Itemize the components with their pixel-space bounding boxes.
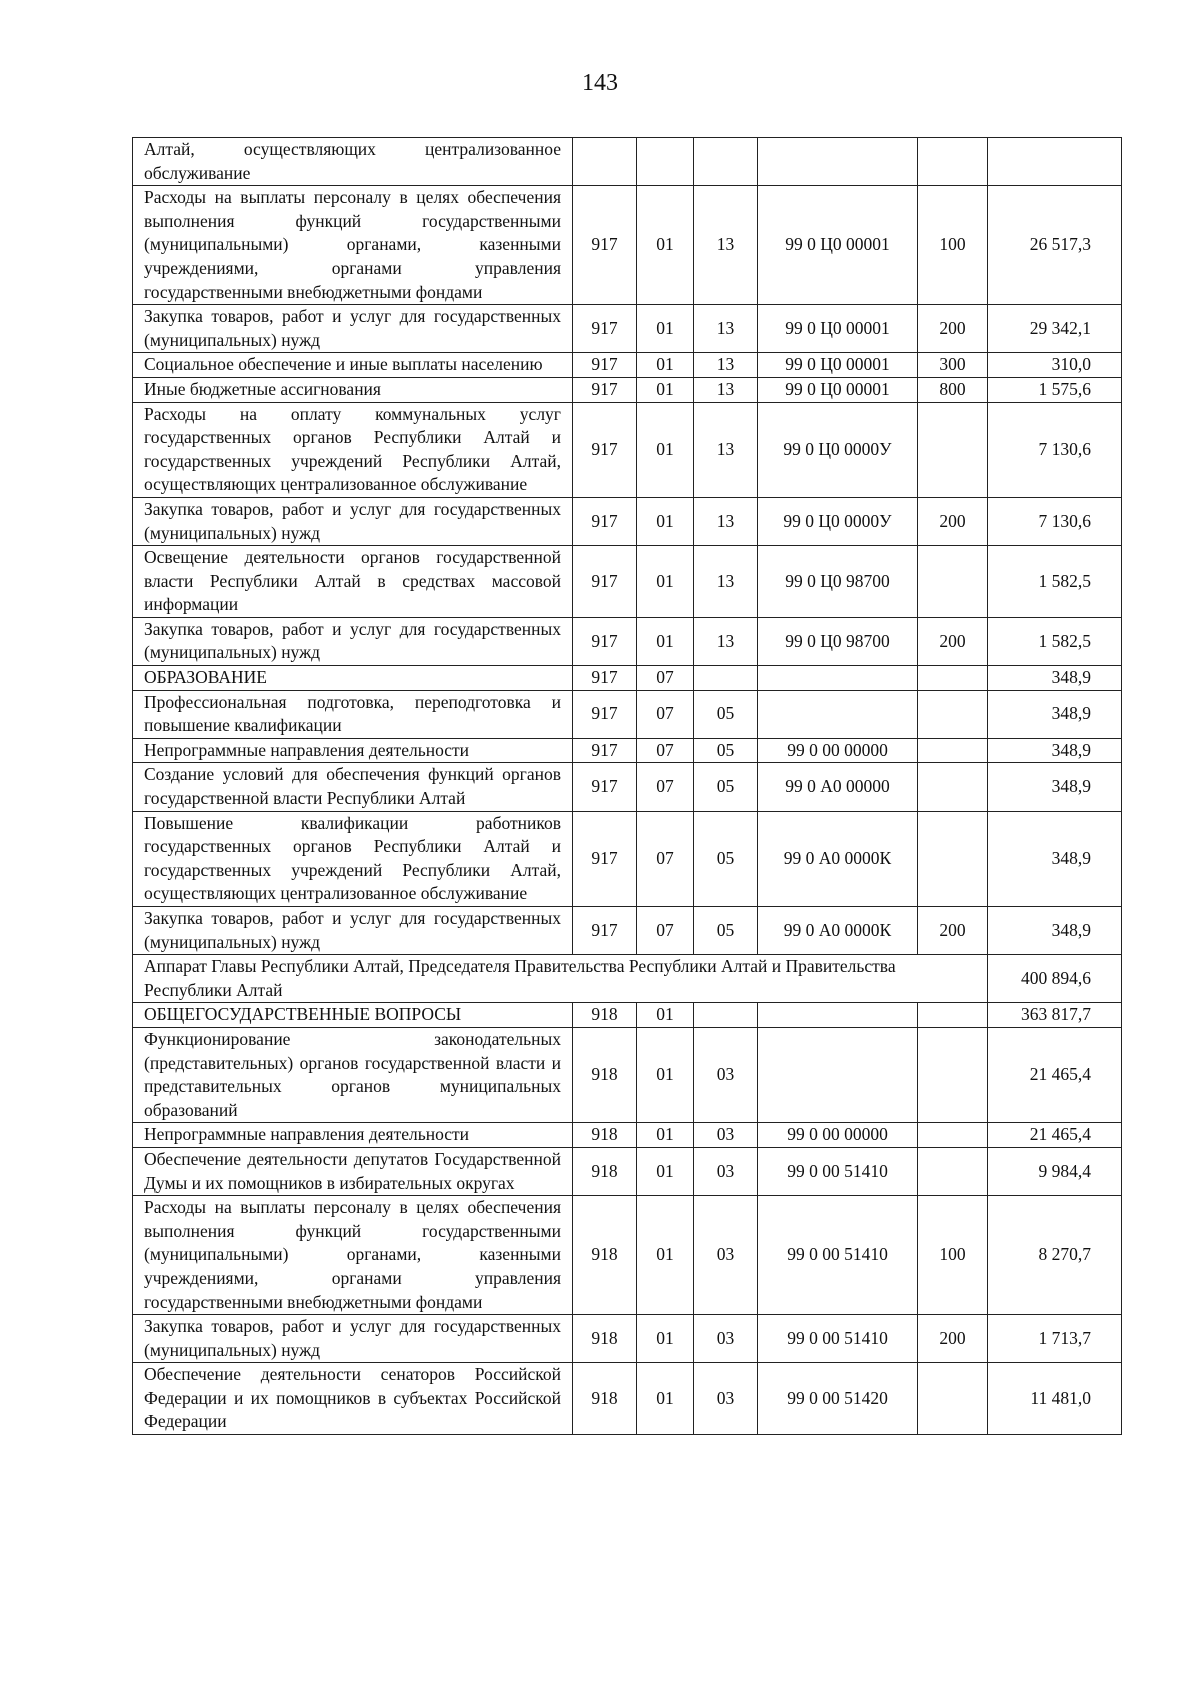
section-code-cell: 01	[637, 1147, 694, 1195]
amount-cell: 1 713,7	[988, 1315, 1122, 1363]
target-article-cell: 99 0 Ц0 98700	[758, 617, 918, 665]
amount-cell: 348,9	[988, 907, 1122, 955]
section-code-cell: 07	[637, 907, 694, 955]
target-article-cell: 99 0 00 51420	[758, 1363, 918, 1435]
section-code-cell	[637, 138, 694, 186]
subsection-code-cell: 05	[694, 738, 758, 763]
target-article-cell	[758, 138, 918, 186]
amount-cell: 9 984,4	[988, 1147, 1122, 1195]
expense-type-cell: 300	[918, 353, 988, 378]
subsection-code-cell: 13	[694, 402, 758, 497]
section-code-cell: 01	[637, 1123, 694, 1148]
amount-cell: 21 465,4	[988, 1027, 1122, 1122]
expense-type-cell	[918, 1123, 988, 1148]
budget-code-cell: 917	[573, 907, 637, 955]
table-row	[133, 811, 1122, 906]
section-code-cell: 01	[637, 1196, 694, 1315]
section-code-cell: 01	[637, 617, 694, 665]
item-name-cell: Закупка товаров, работ и услуг для государственных (муниципальных) нужд	[133, 1315, 573, 1363]
table-row	[133, 763, 1122, 811]
section-code-cell: 01	[637, 1027, 694, 1122]
expense-type-cell	[918, 1147, 988, 1195]
target-article-cell: 99 0 А0 0000К	[758, 907, 918, 955]
amount-cell: 21 465,4	[988, 1123, 1122, 1148]
table-row	[133, 353, 1122, 378]
subsection-code-cell: 03	[694, 1123, 758, 1148]
amount-cell: 11 481,0	[988, 1363, 1122, 1435]
item-name-cell: ОБЩЕГОСУДАРСТВЕННЫЕ ВОПРОСЫ	[133, 1003, 573, 1028]
subsection-code-cell: 13	[694, 546, 758, 618]
amount-cell	[988, 138, 1122, 186]
subsection-code-cell	[694, 666, 758, 691]
subsection-code-cell: 13	[694, 617, 758, 665]
subsection-code-cell: 13	[694, 353, 758, 378]
item-name-cell: Иные бюджетные ассигнования	[133, 377, 573, 402]
expense-type-cell	[918, 138, 988, 186]
subsection-code-cell: 05	[694, 690, 758, 738]
expense-type-cell	[918, 546, 988, 618]
section-code-cell: 01	[637, 305, 694, 353]
expense-type-cell: 800	[918, 377, 988, 402]
table-row	[133, 186, 1122, 305]
table-row	[133, 1196, 1122, 1315]
item-name-cell: Непрограммные направления деятельности	[133, 738, 573, 763]
budget-code-cell: 918	[573, 1196, 637, 1315]
subsection-code-cell: 13	[694, 186, 758, 305]
table-row	[133, 690, 1122, 738]
amount-cell: 29 342,1	[988, 305, 1122, 353]
target-article-cell: 99 0 Ц0 0000У	[758, 402, 918, 497]
budget-code-cell: 917	[573, 377, 637, 402]
expense-type-cell	[918, 811, 988, 906]
item-name-cell: Закупка товаров, работ и услуг для государственных (муниципальных) нужд	[133, 907, 573, 955]
subsection-code-cell: 03	[694, 1196, 758, 1315]
amount-cell: 8 270,7	[988, 1196, 1122, 1315]
section-code-cell: 01	[637, 377, 694, 402]
table-row	[133, 1363, 1122, 1435]
budget-code-cell: 917	[573, 738, 637, 763]
section-code-cell: 07	[637, 666, 694, 691]
item-name-cell: Повышение квалификации работников государственных органов Республики Алтай и государственных учреждений Республики Алтай, осуществляющих централизованное обслуживание	[133, 811, 573, 906]
subsection-code-cell: 13	[694, 305, 758, 353]
section-code-cell: 07	[637, 811, 694, 906]
item-name-cell: Создание условий для обеспечения функций органов государственной власти Республики Алтай	[133, 763, 573, 811]
item-name-cell: Обеспечение деятельности депутатов Государственной Думы и их помощников в избирательных округах	[133, 1147, 573, 1195]
budget-code-cell: 917	[573, 763, 637, 811]
table-row	[133, 138, 1122, 186]
table-row	[133, 546, 1122, 618]
amount-cell: 363 817,7	[988, 1003, 1122, 1028]
amount-cell: 26 517,3	[988, 186, 1122, 305]
table-row	[133, 666, 1122, 691]
budget-code-cell: 917	[573, 546, 637, 618]
target-article-cell	[758, 1027, 918, 1122]
amount-cell: 348,9	[988, 666, 1122, 691]
amount-cell: 7 130,6	[988, 402, 1122, 497]
budget-code-cell: 918	[573, 1147, 637, 1195]
subsection-code-cell: 03	[694, 1315, 758, 1363]
item-name-cell: Профессиональная подготовка, переподготовка и повышение квалификации	[133, 690, 573, 738]
item-name-cell: ОБРАЗОВАНИЕ	[133, 666, 573, 691]
table-row	[133, 402, 1122, 497]
page-number: 143	[582, 70, 618, 96]
table-row	[133, 1315, 1122, 1363]
subsection-code-cell: 05	[694, 907, 758, 955]
budget-code-cell: 917	[573, 353, 637, 378]
amount-cell: 348,9	[988, 690, 1122, 738]
subsection-code-cell: 03	[694, 1363, 758, 1435]
item-name-cell: Обеспечение деятельности сенаторов Российской Федерации и их помощников в субъектах Российской Федерации	[133, 1363, 573, 1435]
expense-type-cell	[918, 763, 988, 811]
table-row	[133, 617, 1122, 665]
expense-type-cell: 200	[918, 1315, 988, 1363]
subsection-code-cell: 03	[694, 1147, 758, 1195]
item-name-cell: Расходы на оплату коммунальных услуг государственных органов Республики Алтай и государственных учреждений Республики Алтай, осуществляющих централизованное обслуживание	[133, 402, 573, 497]
subsection-code-cell: 05	[694, 811, 758, 906]
budget-code-cell: 918	[573, 1123, 637, 1148]
table-row	[133, 497, 1122, 545]
section-code-cell: 01	[637, 353, 694, 378]
target-article-cell: 99 0 А0 0000К	[758, 811, 918, 906]
subsection-code-cell: 05	[694, 763, 758, 811]
budget-table	[132, 137, 1122, 1435]
section-code-cell: 01	[637, 1363, 694, 1435]
budget-code-cell: 917	[573, 811, 637, 906]
section-code-cell: 07	[637, 738, 694, 763]
target-article-cell: 99 0 00 51410	[758, 1315, 918, 1363]
table-row	[133, 907, 1122, 955]
target-article-cell: 99 0 А0 00000	[758, 763, 918, 811]
target-article-cell: 99 0 00 51410	[758, 1147, 918, 1195]
budget-code-cell	[573, 138, 637, 186]
table-row	[133, 955, 1122, 1003]
item-name-cell: Социальное обеспечение и иные выплаты населению	[133, 353, 573, 378]
expense-type-cell: 100	[918, 1196, 988, 1315]
subsection-code-cell	[694, 138, 758, 186]
table-row	[133, 1123, 1122, 1148]
expense-type-cell	[918, 1363, 988, 1435]
target-article-cell: 99 0 Ц0 0000У	[758, 497, 918, 545]
target-article-cell: 99 0 00 51410	[758, 1196, 918, 1315]
item-name-cell: Закупка товаров, работ и услуг для государственных (муниципальных) нужд	[133, 305, 573, 353]
amount-cell: 348,9	[988, 738, 1122, 763]
target-article-cell: 99 0 Ц0 00001	[758, 305, 918, 353]
section-code-cell: 01	[637, 1315, 694, 1363]
amount-cell: 310,0	[988, 353, 1122, 378]
target-article-cell	[758, 1003, 918, 1028]
section-code-cell: 01	[637, 402, 694, 497]
item-name-cell: Непрограммные направления деятельности	[133, 1123, 573, 1148]
amount-cell: 400 894,6	[988, 955, 1122, 1003]
amount-cell: 348,9	[988, 763, 1122, 811]
budget-code-cell: 917	[573, 186, 637, 305]
section-code-cell: 01	[637, 186, 694, 305]
target-article-cell: 99 0 00 00000	[758, 1123, 918, 1148]
budget-code-cell: 917	[573, 617, 637, 665]
item-name-cell: Закупка товаров, работ и услуг для государственных (муниципальных) нужд	[133, 617, 573, 665]
amount-cell: 348,9	[988, 811, 1122, 906]
budget-code-cell: 918	[573, 1315, 637, 1363]
item-name-cell: Расходы на выплаты персоналу в целях обеспечения выполнения функций государственными (муниципальными) органами, казенными учреждениями, органами управления государственными внебюджетными фондами	[133, 186, 573, 305]
target-article-cell: 99 0 Ц0 98700	[758, 546, 918, 618]
expense-type-cell	[918, 1027, 988, 1122]
section-code-cell: 07	[637, 690, 694, 738]
subsection-code-cell: 13	[694, 497, 758, 545]
budget-code-cell: 918	[573, 1363, 637, 1435]
table-row	[133, 305, 1122, 353]
item-name-cell: Освещение деятельности органов государственной власти Республики Алтай в средствах массовой информации	[133, 546, 573, 618]
table-row	[133, 738, 1122, 763]
budget-code-cell: 917	[573, 402, 637, 497]
budget-code-cell: 917	[573, 690, 637, 738]
expense-type-cell: 100	[918, 186, 988, 305]
budget-code-cell: 918	[573, 1027, 637, 1122]
amount-cell: 1 582,5	[988, 546, 1122, 618]
budget-code-cell: 917	[573, 497, 637, 545]
target-article-cell	[758, 666, 918, 691]
expense-type-cell: 200	[918, 617, 988, 665]
subsection-code-cell: 03	[694, 1027, 758, 1122]
section-code-cell: 01	[637, 1003, 694, 1028]
amount-cell: 1 575,6	[988, 377, 1122, 402]
target-article-cell: 99 0 00 00000	[758, 738, 918, 763]
expense-type-cell: 200	[918, 497, 988, 545]
expense-type-cell	[918, 738, 988, 763]
expense-type-cell: 200	[918, 907, 988, 955]
section-code-cell: 01	[637, 546, 694, 618]
table-row	[133, 1147, 1122, 1195]
budget-code-cell: 917	[573, 305, 637, 353]
budget-code-cell: 918	[573, 1003, 637, 1028]
expense-type-cell: 200	[918, 305, 988, 353]
budget-table-body	[133, 138, 1122, 1435]
expense-type-cell	[918, 1003, 988, 1028]
target-article-cell: 99 0 Ц0 00001	[758, 377, 918, 402]
item-name-cell: Аппарат Главы Республики Алтай, Председателя Правительства Республики Алтай и Правительства Республики Алтай	[133, 955, 988, 1003]
expense-type-cell	[918, 402, 988, 497]
target-article-cell: 99 0 Ц0 00001	[758, 186, 918, 305]
amount-cell: 7 130,6	[988, 497, 1122, 545]
budget-code-cell: 917	[573, 666, 637, 691]
target-article-cell: 99 0 Ц0 00001	[758, 353, 918, 378]
section-code-cell: 07	[637, 763, 694, 811]
section-code-cell: 01	[637, 497, 694, 545]
subsection-code-cell	[694, 1003, 758, 1028]
item-name-cell: Расходы на выплаты персоналу в целях обеспечения выполнения функций государственными (муниципальными) органами, казенными учреждениями, органами управления государственными внебюджетными фондами	[133, 1196, 573, 1315]
item-name-cell: Функционирование законодательных (представительных) органов государственной власти и представительных органов муниципальных образований	[133, 1027, 573, 1122]
target-article-cell	[758, 690, 918, 738]
table-row	[133, 377, 1122, 402]
table-row	[133, 1003, 1122, 1028]
expense-type-cell	[918, 690, 988, 738]
amount-cell: 1 582,5	[988, 617, 1122, 665]
item-name-cell: Закупка товаров, работ и услуг для государственных (муниципальных) нужд	[133, 497, 573, 545]
expense-type-cell	[918, 666, 988, 691]
table-row	[133, 1027, 1122, 1122]
item-name-cell: Алтай, осуществляющих централизованное обслуживание	[133, 138, 573, 186]
subsection-code-cell: 13	[694, 377, 758, 402]
